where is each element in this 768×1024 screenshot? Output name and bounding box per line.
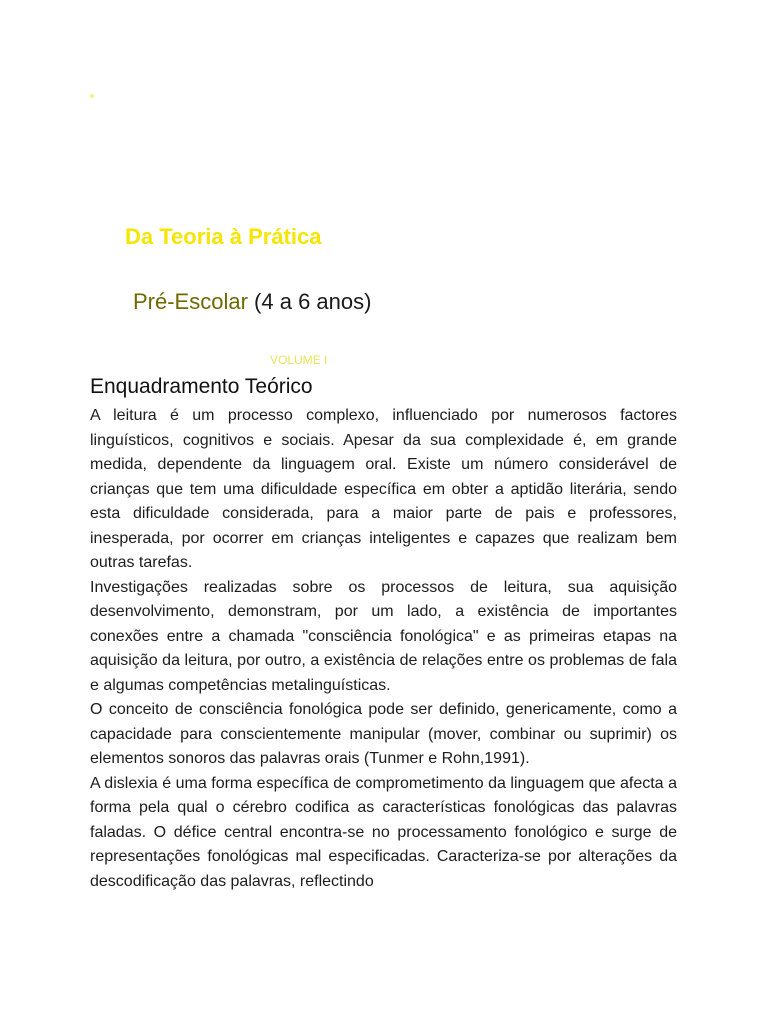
volume-label: VOLUME I <box>270 353 328 367</box>
paragraph-phonological-awareness: O conceito de consciência fonológica pode ser definido, genericamente, como a capacidade para conscientemente manipular (mover, combinar ou suprimir) os elementos sonoros das palavras orais (Tunmer e Rohn,1991). <box>90 701 677 767</box>
document-subtitle <box>133 288 371 316</box>
paragraph-reading: A leitura é um processo complexo, influenciado por numerosos factores linguísticos, cognitivos e sociais. Apesar da sua complexidade é, em grande medida, dependente da linguagem oral. Existe um número considerável de crianças que tem uma dificuldade específica em obter a aptidão literária, sendo esta dificuldade considerada, para a maior parte de pais e professores, inesperada, por ocorrer em crianças inteligentes e capazes que realizam bem outras tarefas. <box>90 407 677 571</box>
subtitle-age-range: (4 a 6 anos) <box>254 289 372 314</box>
subtitle-level: Pré-Escolar <box>133 289 248 314</box>
paragraph-investigations: Investigações realizadas sobre os processos de leitura, sua aquisição desenvolvimento, demonstram, por um lado, a existência de importantes conexões entre a chamada "consciência fonológica" e as primeiras etapas na aquisição da leitura, por outro, a existência de relações entre os problemas de fala e algumas competências metalinguísticas. <box>90 578 677 694</box>
decorative-dot <box>90 94 94 98</box>
section-heading: Enquadramento Teórico <box>90 375 313 398</box>
paragraph-dyslexia: A dislexia é uma forma específica de comprometimento da linguagem que afecta a forma pela qual o cérebro codifica as características fonológicas das palavras faladas. O défice central encontra-se no processamento fonológico e surge de representações fonológicas mal especificadas. Caracteriza-se por alterações da descodificação das palavras, reflectindo <box>90 774 677 890</box>
document-title: Da Teoria à Prática <box>125 224 322 249</box>
body-text <box>90 404 677 894</box>
